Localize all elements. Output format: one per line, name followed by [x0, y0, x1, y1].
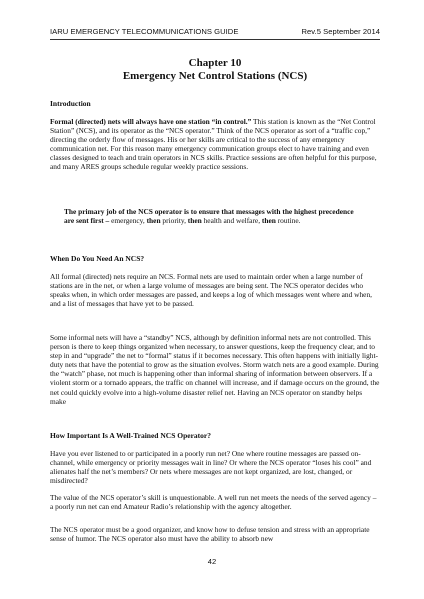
- callout-then-1: then: [146, 216, 161, 226]
- intro-lead-bold: Formal (directed) nets will always have one station “in control.”: [50, 117, 252, 126]
- callout-emergency: emergency,: [109, 216, 147, 226]
- how-important-paragraph-2: The value of the NCS operator’s skill is unquestionable. A well run net meets the needs of the served agency – a poorly run net can end Amateur Radio’s relationship with the agency altogether.: [50, 493, 377, 512]
- page-number: 42: [207, 557, 217, 566]
- header-rule: [50, 39, 380, 40]
- precedence-callout: [64, 207, 364, 225]
- section-heading-when-ncs: When Do You Need An NCS?: [50, 254, 145, 263]
- callout-priority: priority,: [160, 216, 188, 226]
- callout-routine: routine.: [275, 216, 301, 226]
- how-important-paragraph-3: The NCS operator must be a good organizer, and know how to defuse tension and stress with an appropriate sense of humor. The NCS operator also must have the ability to absorb new: [50, 525, 370, 544]
- chapter-number: Chapter 10: [188, 57, 242, 69]
- callout-then-2: then: [187, 216, 202, 226]
- chapter-title: Emergency Net Control Stations (NCS): [122, 70, 308, 82]
- section-heading-introduction: Introduction: [50, 99, 91, 108]
- running-header: [50, 26, 380, 38]
- intro-body: This station is known as the “Net Control Station” (NCS), and its operator as the “NCS operator.” Think of the NCS operator as sort of a “traffic cop,” directing the orderly flow of messages. His or her skills are critical to the success of any emergency communication net. For this reason many emergency communication groups elect to have training and even classes designed to teach and train operators in NCS skills. Practice sessions are often helpful for this purpose, and many ARES groups schedule regular weekly practice sessions.: [50, 117, 377, 172]
- callout-then-3: then: [261, 216, 276, 226]
- how-important-paragraph-1: Have you ever listened to or participated in a poorly run net? One where routine messages are passed on-channel, while emergency or priority messages wait in line? Or where the NCS operator “loses his cool” and alienates half the net’s members? Or nets where messages are not kept organized, are lost, changed, or misdirected?: [50, 449, 372, 486]
- section-heading-how-important: How Important Is A Well-Trained NCS Operator?: [50, 431, 211, 440]
- when-ncs-paragraph-1: All formal (directed) nets require an NCS. Formal nets are used to maintain order when a large number of stations are in the net, or when a large volume of messages are being sent. The NCS operator decides who speaks when, in which order messages are passed, and keeps a log of which messages went where and when, and a list of messages that have yet to be passed.: [50, 272, 373, 309]
- when-ncs-paragraph-2: Some informal nets will have a “standby” NCS, although by definition informal nets are not controlled. This person is there to keep things organized when necessary, to answer questions, keep the frequency clear, and to step in and “upgrade” the net to “formal” status if it becomes necessary. This often happens with initially light-duty nets that have the potential to grow as the situation evolves. Storm watch nets are a good example. During the “watch” phase, not much is happening other than informal sharing of information between observers. If a violent storm or a tornado appears, the traffic on channel will increase, and if damage occurs on the ground, the net could quickly evolve into a high-volume disaster relief net. Having an NCS operator on standby helps make: [50, 333, 380, 406]
- callout-lead: The primary job of the NCS operator is to ensure that messages with the highest precedence are sent first –: [64, 207, 354, 226]
- header-revision: Rev.5 September 2014: [301, 27, 380, 36]
- header-guide-title: IARU EMERGENCY TELECOMMUNICATIONS GUIDE: [50, 27, 239, 36]
- callout-health-welfare: health and welfare,: [201, 216, 262, 226]
- intro-paragraph: [50, 117, 380, 172]
